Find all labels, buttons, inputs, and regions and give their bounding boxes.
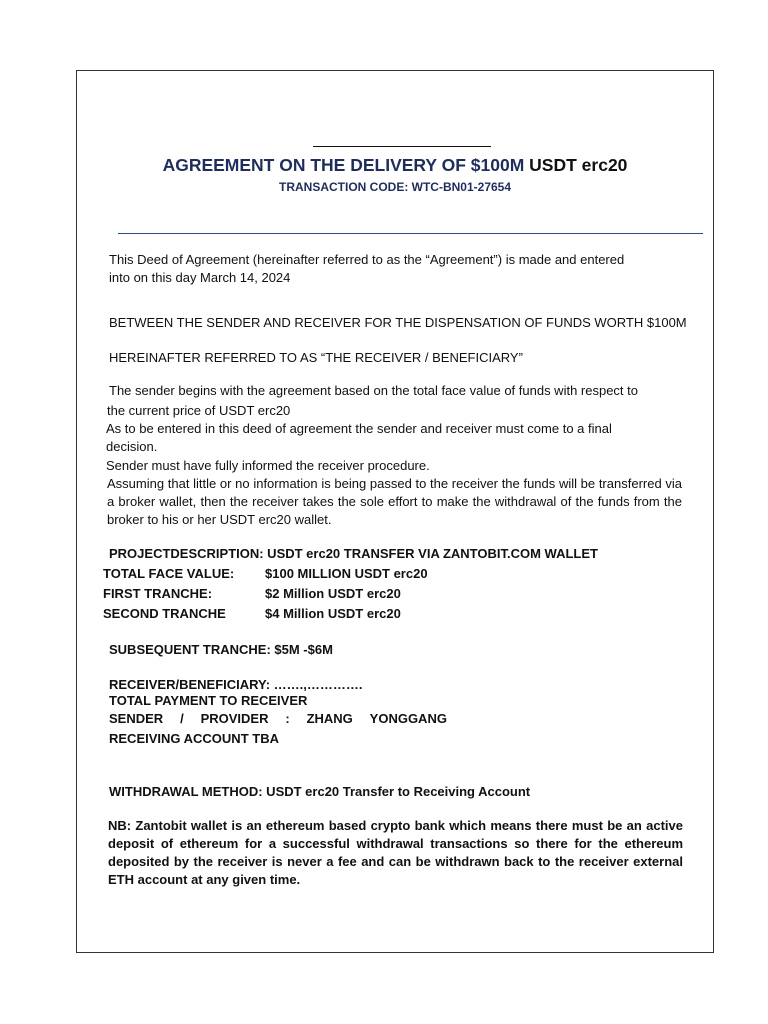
sender-provider-row [109, 711, 447, 726]
document-title [0, 155, 768, 176]
project-description: PROJECTDESCRIPTION: USDT erc20 TRANSFER VIA ZANTOBIT.COM WALLET [109, 546, 598, 561]
nb-note: NB: Zantobit wallet is an ethereum based crypto bank which means there must be an active deposit of ethereum for a successful withdrawal transactions so there for the ethereum deposited by the receiver is never a fee and can be withdrawn back to the receiver external ETH account at any given time. [108, 818, 683, 887]
sender-first-name: ZHANG [306, 711, 353, 726]
between-clause: BETWEEN THE SENDER AND RECEIVER FOR THE DISPENSATION OF FUNDS WORTH $100M [109, 315, 687, 330]
assuming-paragraph: Assuming that little or no information is being passed to the receiver the funds will be transferred via a broker wallet, then the receiver takes the sole effort to make the withdrawal of the funds from the broker to his or her USDT erc20 wallet. [107, 476, 682, 527]
sender-word: SENDER [109, 711, 164, 726]
as-to-line-1: As to be entered in this deed of agreement the sender and receiver must come to a final [106, 421, 612, 436]
sender-last-name: YONGGANG [369, 711, 447, 726]
subsequent-tranche: SUBSEQUENT TRANCHE: $5M -$6M [109, 642, 333, 657]
receiver-beneficiary: RECEIVER/BENEFICIARY: …….,…………. [109, 677, 363, 692]
title-main: AGREEMENT ON THE DELIVERY OF $100M [162, 155, 525, 175]
first-tranche-value: $2 Million USDT erc20 [265, 586, 401, 601]
first-tranche-label: FIRST TRANCHE: [103, 586, 213, 601]
total-face-value: $100 MILLION USDT erc20 [265, 566, 428, 581]
intro-line-1: This Deed of Agreement (hereinafter referred to as the “Agreement”) is made and entered [109, 252, 625, 267]
total-payment: TOTAL PAYMENT TO RECEIVER [109, 693, 308, 708]
withdrawal-method: WITHDRAWAL METHOD: USDT erc20 Transfer to Receiving Account [109, 784, 531, 799]
title-divider [118, 233, 703, 234]
sender-begins-line-1: The sender begins with the agreement based on the total face value of funds with respect to [109, 383, 638, 398]
hereinafter-clause: HEREINAFTER REFERRED TO AS “THE RECEIVER / BENEFICIARY” [109, 350, 523, 365]
transaction-code: TRANSACTION CODE: WTC-BN01-27654 [278, 180, 512, 194]
informed-clause: Sender must have fully informed the receiver procedure. [106, 458, 430, 473]
total-face-value-label: TOTAL FACE VALUE: [103, 566, 235, 581]
as-to-line-2: decision. [106, 439, 158, 454]
sender-begins-line-2: the current price of USDT erc20 [107, 403, 291, 418]
colon-word: : [285, 711, 290, 726]
provider-word: PROVIDER [200, 711, 269, 726]
slash-word: / [180, 711, 184, 726]
second-tranche-value: $4 Million USDT erc20 [265, 606, 401, 621]
receiving-account: RECEIVING ACCOUNT TBA [109, 731, 279, 746]
intro-line-2: into on this day March 14, 2024 [109, 270, 291, 285]
title-tail: USDT erc20 [529, 155, 628, 175]
second-tranche-label: SECOND TRANCHE [103, 606, 226, 621]
header-rule [313, 146, 491, 147]
